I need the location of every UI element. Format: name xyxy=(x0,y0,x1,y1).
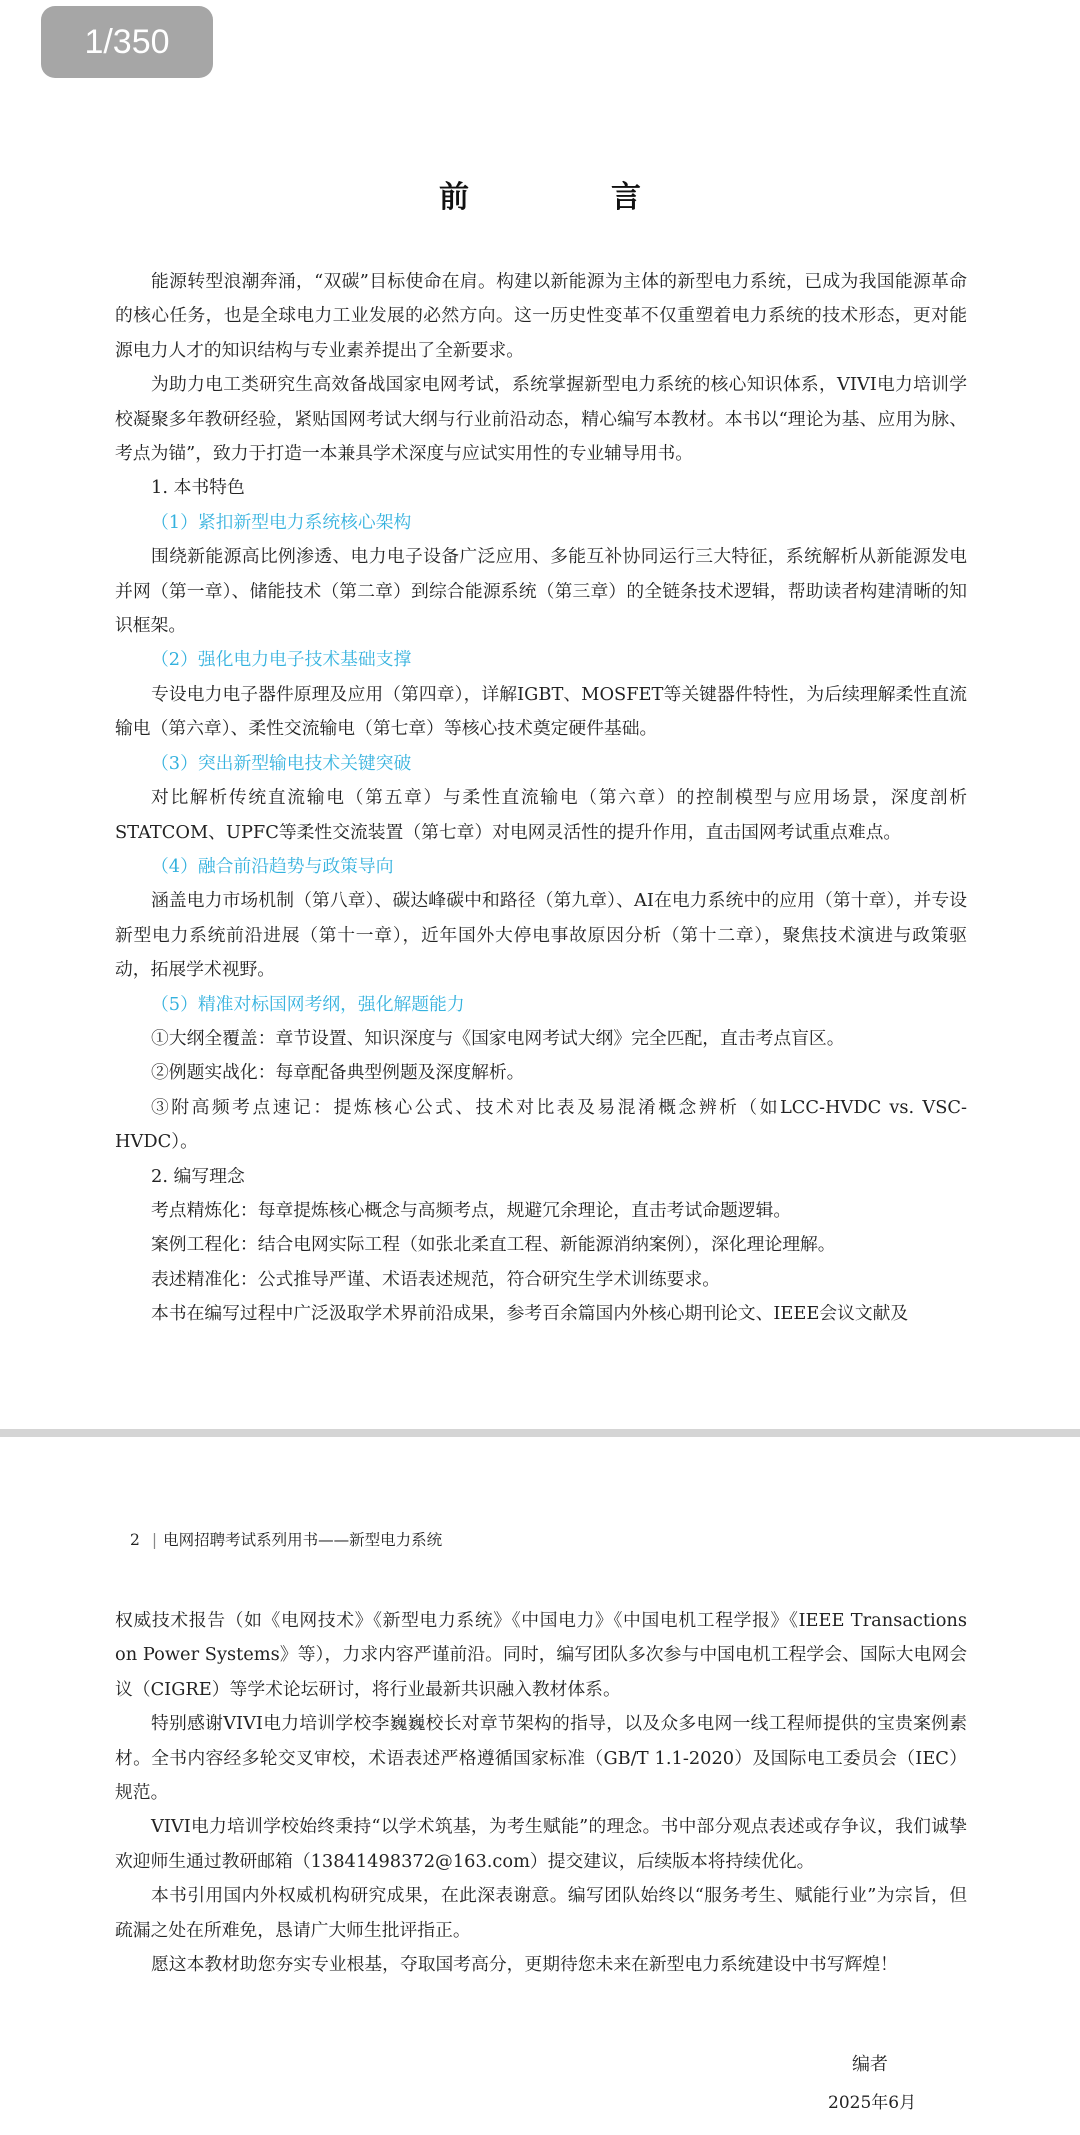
section-heading: 2. 编写理念 xyxy=(151,1165,245,1187)
paragraph: 专设电力电子器件原理及应用（第四章），详解IGBT、MOSFET等关键器件特性，为后续理解柔性直流输电（第六章）、柔性交流输电（第七章）等核心技术奠定硬件基础。 xyxy=(115,683,967,740)
list-item: 表述精准化：公式推导严谨、术语表述规范，符合研究生学术训练要求。 xyxy=(151,1268,721,1290)
preface-body xyxy=(115,265,967,1332)
header-separator: | xyxy=(151,1531,158,1549)
paragraph: 本书在编写过程中广泛汲取学术界前沿成果，参考百余篇国内外核心期刊论文、IEEE会议文献及 xyxy=(151,1303,909,1325)
paragraph: 为助力电工类研究生高效备战国家电网考试，系统掌握新型电力系统的核心知识体系，VIVI电力培训学校凝聚多年教研经验，紧贴国网考试大纲与行业前沿动态，精心编写本教材。本书以“理论为基、应用为脉、考点为锚”，致力于打造一本兼具学术深度与应试实用性的专业辅导用书。 xyxy=(115,374,967,465)
paragraph: 愿这本教材助您夯实专业根基，夺取国考高分，更期待您未来在新型电力系统建设中书写辉煌！ xyxy=(151,1954,898,1976)
running-header xyxy=(130,1528,442,1550)
list-item: ①大纲全覆盖：章节设置、知识深度与《国家电网考试大纲》完全匹配，直击考点盲区。 xyxy=(151,1027,845,1049)
paragraph: 特别感谢VIVI电力培训学校李巍巍校长对章节架构的指导，以及众多电网一线工程师提供的宝贵案例素材。全书内容经多轮交叉审校，术语表述严格遵循国家标准（GB/T 1.1-2020）及国际电工委员会（IEC）规范。 xyxy=(115,1713,967,1804)
list-item: ②例题实战化：每章配备典型例题及深度解析。 xyxy=(151,1062,525,1084)
page-divider xyxy=(0,1429,1080,1437)
paragraph: 本书引用国内外权威机构研究成果，在此深表谢意。编写团队始终以“服务考生、赋能行业”为宗旨，但疏漏之处在所难免，恳请广大师生批评指正。 xyxy=(115,1885,967,1941)
paragraph: VIVI电力培训学校始终秉持“以学术筑基，为考生赋能”的理念。书中部分观点表述或存争议，我们诚挚欢迎师生通过教研邮箱（13841498372@163.com）提交建议，后续版本将持续优化。 xyxy=(115,1816,967,1872)
paragraph: 能源转型浪潮奔涌，“双碳”目标使命在肩。构建以新能源为主体的新型电力系统，已成为我国能源革命的核心任务，也是全球电力工业发展的必然方向。这一历史性变革不仅重塑着电力系统的技术形态，更对能源电力人才的知识结构与专业素养提出了全新要求。 xyxy=(115,271,967,361)
feature-heading: （5）精准对标国网考纲，强化解题能力 xyxy=(151,993,465,1015)
list-item: 案例工程化：结合电网实际工程（如张北柔直工程、新能源消纳案例），深化理论理解。 xyxy=(151,1234,836,1256)
page-counter-badge: 1/350 xyxy=(41,6,213,78)
paragraph: 对比解析传统直流输电（第五章）与柔性直流输电（第六章）的控制模型与应用场景，深度剖析STATCOM、UPFC等柔性交流装置（第七章）对电网灵活性的提升作用，直击国网考试重点难点。 xyxy=(115,787,967,843)
page-title: 前 言 xyxy=(439,180,697,215)
paragraph: 围绕新能源高比例渗透、电力电子设备广泛应用、多能互补协同运行三大特征，系统解析从新能源发电并网（第一章）、储能技术（第二章）到综合能源系统（第三章）的全链条技术逻辑，帮助读者构建清晰的知识框架。 xyxy=(115,546,967,637)
section-heading: 1. 本书特色 xyxy=(151,477,245,499)
document-page-2-body xyxy=(115,1604,967,1982)
paragraph: 涵盖电力市场机制（第八章）、碳达峰碳中和路径（第九章）、AI在电力系统中的应用（第十章），并专设新型电力系统前沿进展（第十一章），近年国外大停电事故原因分析（第十二章），聚焦技术演进与政策驱动，拓展学术视野。 xyxy=(115,890,967,981)
signature: 编者 xyxy=(852,2054,888,2075)
feature-heading: （4）融合前沿趋势与政策导向 xyxy=(151,855,394,877)
paragraph: 权威技术报告（如《电网技术》《新型电力系统》《中国电力》《中国电机工程学报》《IEEE Transactions on Power Systems》等），力求内容严谨前沿。同时，编写团队多次参与中国电机工程学会、国际大电网会议（CIGRE）等学术论坛研讨，将行业最新共识融入教材体系。 xyxy=(115,1610,967,1700)
book-series-title: 电网招聘考试系列用书——新型电力系统 xyxy=(163,1531,443,1549)
feature-heading: （2）强化电力电子技术基础支撑 xyxy=(151,649,412,671)
page-number: 2 xyxy=(130,1531,140,1549)
feature-heading: （1）紧扣新型电力系统核心架构 xyxy=(151,511,412,533)
signature-date: 2025年6月 xyxy=(828,2093,917,2113)
list-item: 考点精炼化：每章提炼核心概念与高频考点，规避冗余理论，直击考试命题逻辑。 xyxy=(151,1199,792,1221)
feature-heading: （3）突出新型输电技术关键突破 xyxy=(151,752,412,774)
list-item: ③附高频考点速记：提炼核心公式、技术对比表及易混淆概念辨析（如LCC-HVDC vs. VSC-HVDC）。 xyxy=(115,1096,967,1153)
